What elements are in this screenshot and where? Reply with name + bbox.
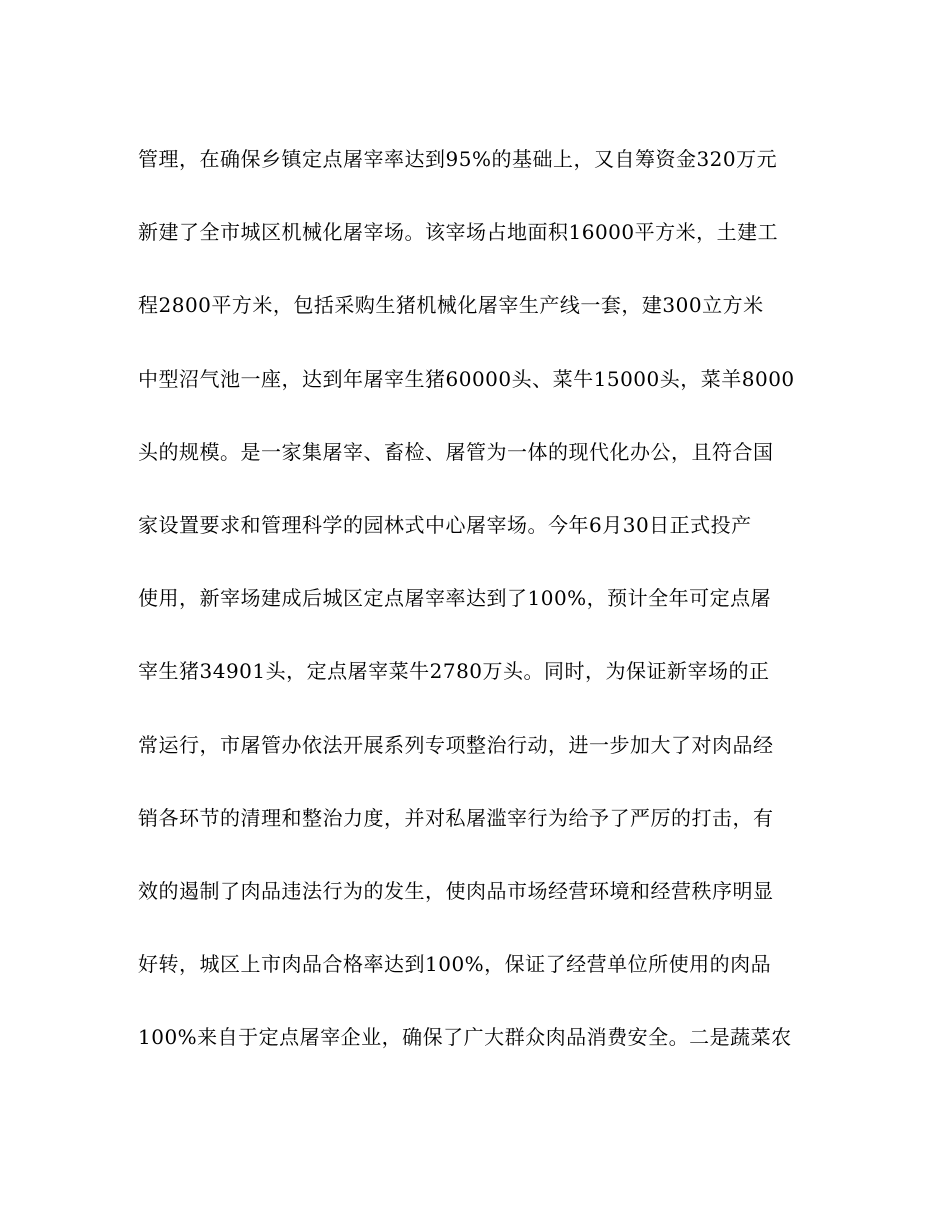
text-line: 效的遏制了肉品违法行为的发生，使肉品市场经营环境和经营秩序明显 [138,878,774,903]
text-line: 管理，在确保乡镇定点屠宰率达到95%的基础上，又自筹资金320万元 [138,147,778,171]
text-line: 好转，城区上市肉品合格率达到100%，保证了经营单位所使用的肉品 [138,952,772,977]
text-line: 新建了全市城区机械化屠宰场。该宰场占地面积16000平方米，土建工 [138,220,779,245]
text-line: 使用，新宰场建成后城区定点屠宰率达到了100%，预计全年可定点屠 [138,586,772,611]
text-line: 销各环节的清理和整治力度，并对私屠滥宰行为给予了严厉的打击，有 [138,805,774,830]
text-line: 头的规模。是一家集屠宰、畜检、屠管为一体的现代化办公，且符合国 [138,439,774,464]
text-line: 家设置要求和管理科学的园林式中心屠宰场。今年6月30日正式投产 [138,512,752,537]
text-line: 中型沼气池一座，达到年屠宰生猪60000头、菜牛15000头，菜羊8000 [138,366,795,391]
body-paragraph [138,140,828,1091]
text-line: 宰生猪34901头，定点屠宰菜牛2780万头。同时，为保证新宰场的正 [138,659,770,684]
text-line: 常运行，市屠管办依法开展系列专项整治行动，进一步加大了对肉品经 [138,732,774,757]
text-line: 程2800平方米，包括采购生猪机械化屠宰生产线一套，建300立方米 [138,293,764,318]
text-line: 100%来自于定点屠宰企业，确保了广大群众肉品消费安全。二是蔬菜农 [138,1025,792,1050]
